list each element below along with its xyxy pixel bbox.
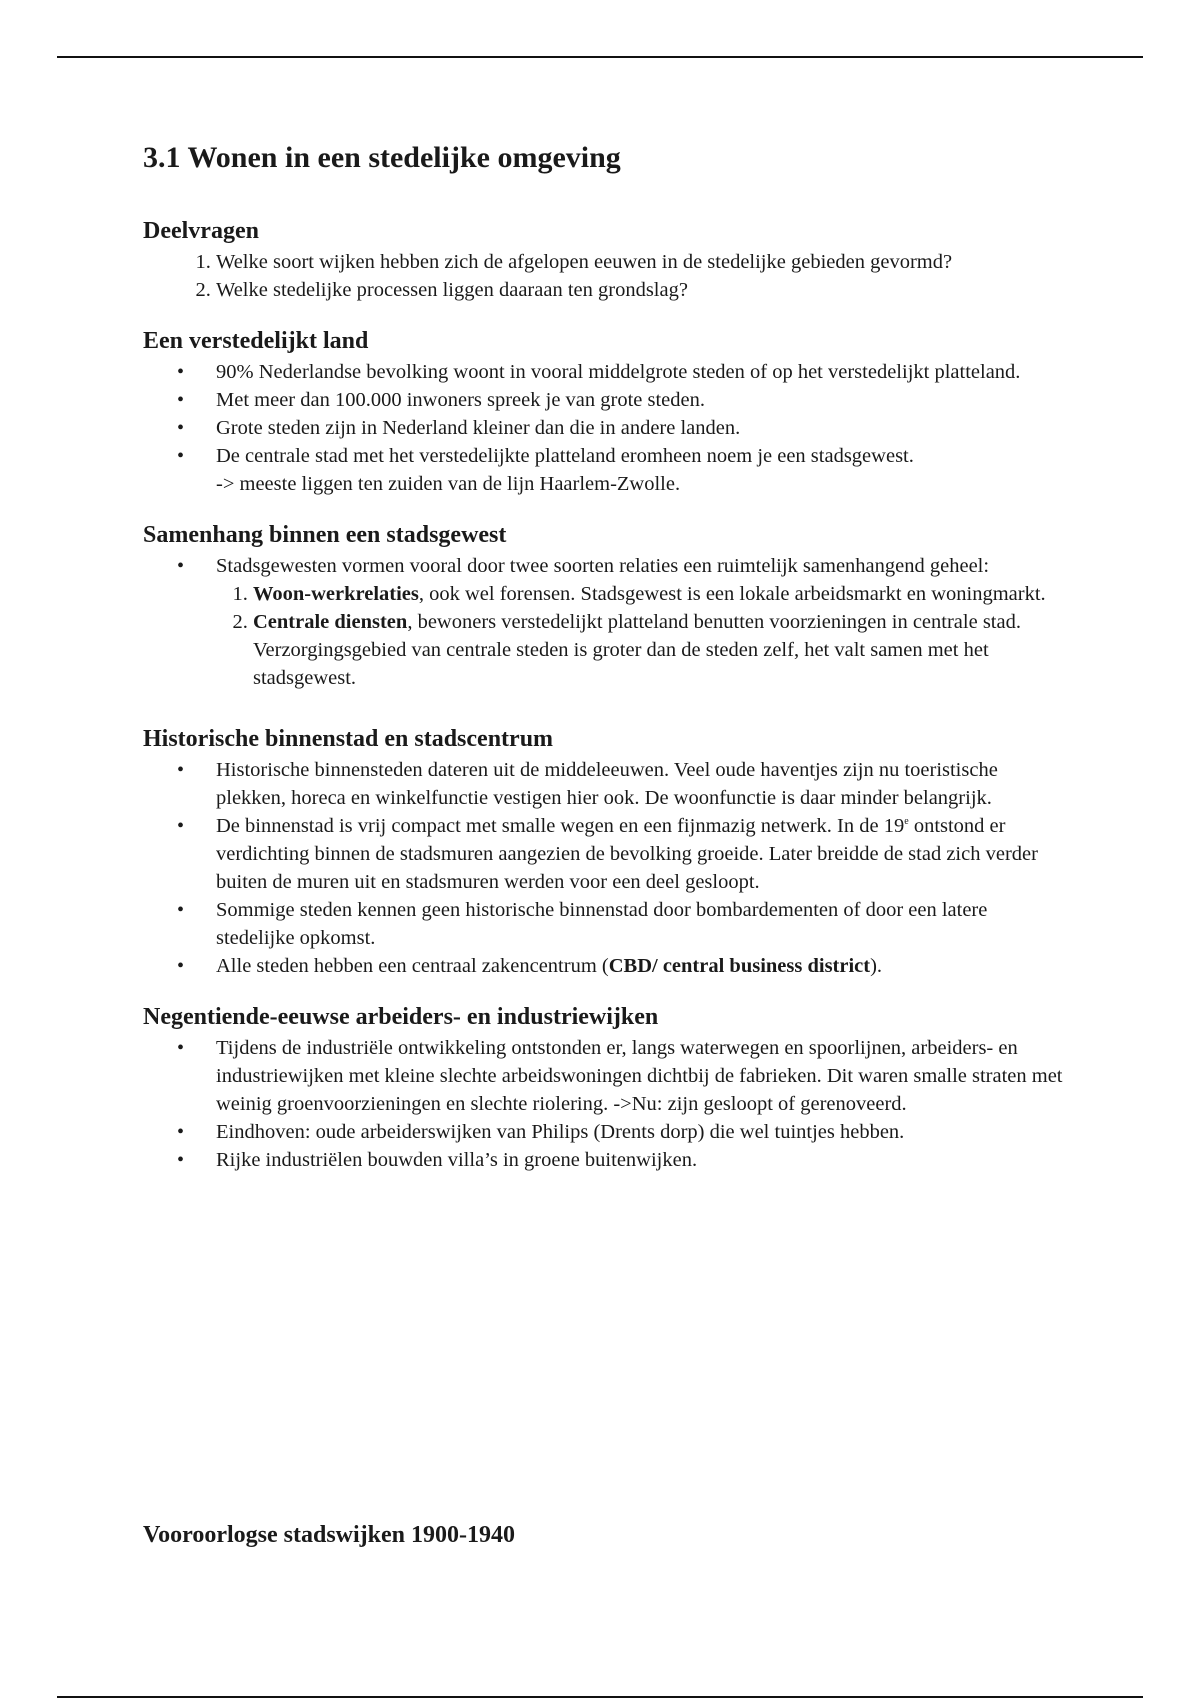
section-heading: Samenhang binnen een stadsgewest — [143, 522, 507, 548]
section-heading: Een verstedelijkt land — [143, 328, 369, 354]
sublist-item — [253, 580, 1063, 608]
list-item — [216, 552, 1063, 692]
list-item: • Sommige steden kennen geen historische binnenstad door bombardementen of door een latere stedelijke opkomst. — [216, 896, 1063, 952]
list-item-text: De centrale stad met het verstedelijkte platteland eromheen noem je een stadsgewest. — [216, 445, 914, 467]
section-negentiende-eeuw — [143, 1002, 1063, 1174]
bullet-list — [143, 358, 1063, 498]
section-heading: Vooroorlogse stadswijken 1900-1940 — [143, 1522, 516, 1548]
bullet-list — [143, 1034, 1063, 1174]
list-item: • Grote steden zijn in Nederland kleiner dan die in andere landen. — [216, 414, 1063, 442]
bullet-list — [143, 552, 1063, 692]
section-vooroorlogse-wijken — [143, 1520, 515, 1550]
list-item: • Historische binnensteden dateren uit de middeleeuwen. Veel oude haventjes zijn nu toeristische plekken, horeca en winkelfunctie vestigen hier ook. De woonfunctie is daar minder belangrijk. — [216, 756, 1063, 812]
sublist-item — [253, 608, 1063, 692]
bold-term: CBD/ central business district — [608, 955, 871, 977]
list-item: • Tijdens de industriële ontwikkeling ontstonden er, langs waterwegen en spoorlijnen, arbeiders- en industriewijken met kleine slechte arbeidswoningen dichtbij de fabrieken. Dit waren smalle straten met weinig groenvoorzieningen en slechte riolering. ->Nu: zijn gesloopt of gerenoveerd. — [216, 1034, 1063, 1118]
bold-term: Woon-werkrelaties — [253, 583, 419, 605]
list-item — [216, 952, 1063, 980]
list-item: 2. Welke stedelijke processen liggen daaraan ten grondslag? — [216, 276, 1063, 304]
list-item: • Eindhoven: oude arbeiderswijken van Philips (Drents dorp) die wel tuintjes hebben. — [216, 1118, 1063, 1146]
list-item — [216, 812, 1063, 896]
list-item-text: Alle steden hebben een centraal zakencentrum ( — [216, 955, 609, 977]
document-body — [143, 140, 1063, 1196]
section-heading: Historische binnenstad en stadscentrum — [143, 726, 554, 752]
list-item-text: Stadsgewesten vormen vooral door twee soorten relaties een ruimtelijk samenhangend geheel: — [216, 555, 990, 577]
list-item-text: De binnenstad is vrij compact met smalle wegen en een fijnmazig netwerk. In de 19 — [216, 815, 905, 837]
header-rule — [57, 56, 1143, 58]
section-heading: Negentiende-eeuwse arbeiders- en industriewijken — [143, 1004, 659, 1030]
list-item-continuation: -> meeste liggen ten zuiden van de lijn Haarlem-Zwolle. — [216, 473, 681, 495]
list-item: 1. Welke soort wijken hebben zich de afgelopen eeuwen in de stedelijke gebieden gevormd? — [216, 248, 1063, 276]
page-title: 3.1 Wonen in een stedelijke omgeving — [143, 141, 621, 174]
list-item: • Rijke industriëlen bouwden villa’s in groene buitenwijken. — [216, 1146, 1063, 1174]
section-historische-binnenstad — [143, 724, 1063, 980]
list-item-text: ontstond er verdichting binnen de stadsmuren aangezien de bevolking groeide. Later breidde de stad zich verder buiten de muren uit en stadsmuren werden voor een deel gesloopt. — [216, 815, 1038, 893]
section-verstedelijkt-land — [143, 326, 1063, 498]
list-item-text: ). — [870, 955, 883, 977]
bold-term: Centrale diensten — [253, 611, 408, 633]
section-deelvragen — [143, 216, 1063, 304]
section-heading: Deelvragen — [143, 218, 259, 244]
superscript: e — [904, 816, 909, 828]
sublist-item-text: , ook wel forensen. Stadsgewest is een lokale arbeidsmarkt en woningmarkt. — [418, 583, 1046, 605]
list-item: • 90% Nederlandse bevolking woont in vooral middelgrote steden of op het verstedelijkt platteland. — [216, 358, 1063, 386]
sublist-item-text: , bewoners verstedelijkt platteland benutten voorzieningen in centrale stad. Verzorgingsgebied van centrale steden is groter dan de steden zelf, het valt samen met het stadsgewest. — [253, 611, 1021, 689]
list-item: • Met meer dan 100.000 inwoners spreek je van grote steden. — [216, 386, 1063, 414]
footer-rule — [57, 1696, 1143, 1698]
numbered-list — [143, 248, 1063, 304]
list-item — [216, 442, 1063, 498]
section-samenhang — [143, 520, 1063, 692]
bullet-list — [143, 756, 1063, 980]
numbered-sublist — [216, 580, 1063, 692]
